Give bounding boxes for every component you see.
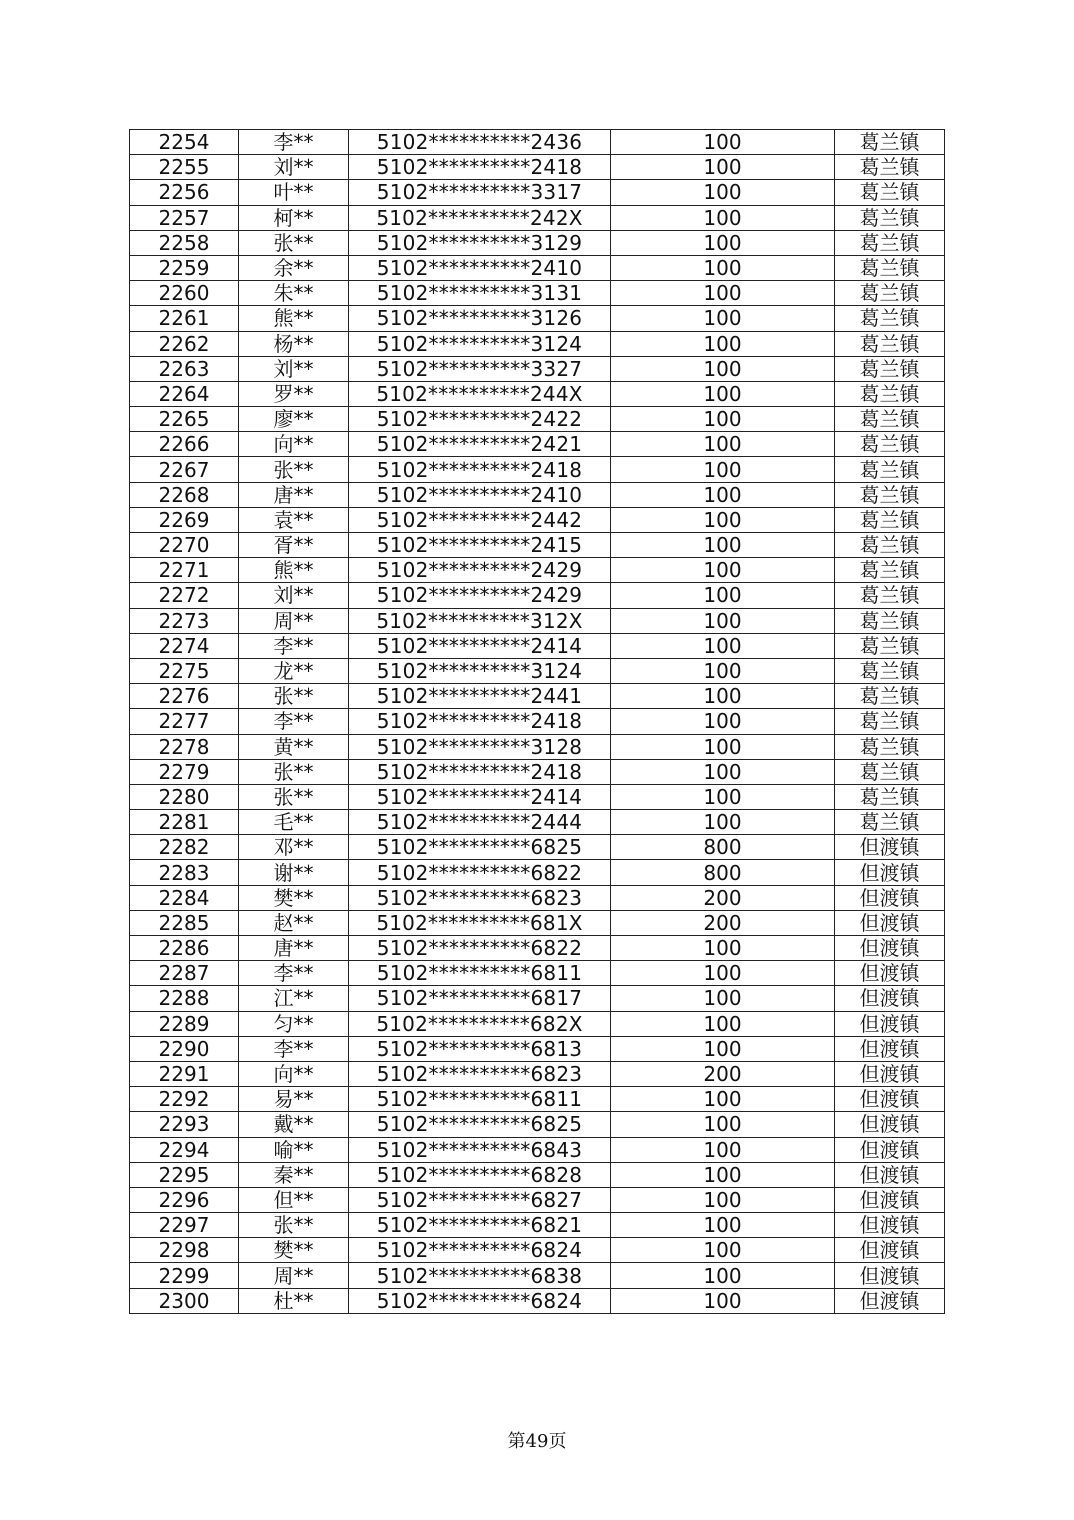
id-number-cell: 5102**********2418 (349, 457, 611, 482)
table-row (130, 482, 945, 507)
row-number-cell: 2273 (130, 608, 239, 633)
table-row (130, 130, 945, 155)
name-cell: 刘** (239, 155, 349, 180)
row-number-cell: 2289 (130, 1011, 239, 1036)
table-row (130, 684, 945, 709)
row-number-cell: 2296 (130, 1187, 239, 1212)
town-cell: 葛兰镇 (835, 734, 945, 759)
id-number-cell: 5102**********2410 (349, 255, 611, 280)
row-number-cell: 2277 (130, 709, 239, 734)
table-row (130, 583, 945, 608)
roster-table (129, 129, 945, 1314)
row-number-cell: 2280 (130, 784, 239, 809)
id-number-cell: 5102**********2441 (349, 684, 611, 709)
town-cell: 但渡镇 (835, 1087, 945, 1112)
amount-cell: 100 (611, 432, 835, 457)
name-cell: 周** (239, 608, 349, 633)
row-number-cell: 2281 (130, 810, 239, 835)
amount-cell: 100 (611, 709, 835, 734)
amount-cell: 100 (611, 533, 835, 558)
row-number-cell: 2255 (130, 155, 239, 180)
town-cell: 葛兰镇 (835, 205, 945, 230)
table-row (130, 910, 945, 935)
table-row (130, 507, 945, 532)
id-number-cell: 5102**********2414 (349, 633, 611, 658)
amount-cell: 100 (611, 281, 835, 306)
town-cell: 葛兰镇 (835, 558, 945, 583)
table-row (130, 1011, 945, 1036)
table-row (130, 1288, 945, 1313)
town-cell: 但渡镇 (835, 1036, 945, 1061)
table-row (130, 608, 945, 633)
id-number-cell: 5102**********6824 (349, 1288, 611, 1313)
town-cell: 葛兰镇 (835, 356, 945, 381)
id-number-cell: 5102**********6823 (349, 885, 611, 910)
amount-cell: 100 (611, 1137, 835, 1162)
row-number-cell: 2282 (130, 835, 239, 860)
name-cell: 张** (239, 1213, 349, 1238)
id-number-cell: 5102**********3317 (349, 180, 611, 205)
row-number-cell: 2266 (130, 432, 239, 457)
amount-cell: 100 (611, 507, 835, 532)
table-row (130, 759, 945, 784)
id-number-cell: 5102**********6821 (349, 1213, 611, 1238)
name-cell: 朱** (239, 281, 349, 306)
town-cell: 但渡镇 (835, 1263, 945, 1288)
id-number-cell: 5102**********3124 (349, 658, 611, 683)
table-row (130, 356, 945, 381)
town-cell: 葛兰镇 (835, 533, 945, 558)
name-cell: 袁** (239, 507, 349, 532)
id-number-cell: 5102**********2418 (349, 759, 611, 784)
table-row (130, 1213, 945, 1238)
row-number-cell: 2274 (130, 633, 239, 658)
id-number-cell: 5102**********6822 (349, 860, 611, 885)
town-cell: 葛兰镇 (835, 130, 945, 155)
amount-cell: 200 (611, 1061, 835, 1086)
name-cell: 李** (239, 961, 349, 986)
name-cell: 唐** (239, 936, 349, 961)
town-cell: 但渡镇 (835, 1213, 945, 1238)
town-cell: 但渡镇 (835, 1011, 945, 1036)
id-number-cell: 5102**********6822 (349, 936, 611, 961)
id-number-cell: 5102**********6827 (349, 1187, 611, 1212)
name-cell: 龙** (239, 658, 349, 683)
table-row (130, 633, 945, 658)
amount-cell: 100 (611, 633, 835, 658)
row-number-cell: 2292 (130, 1087, 239, 1112)
town-cell: 但渡镇 (835, 936, 945, 961)
id-number-cell: 5102**********6843 (349, 1137, 611, 1162)
name-cell: 张** (239, 457, 349, 482)
amount-cell: 100 (611, 381, 835, 406)
name-cell: 熊** (239, 306, 349, 331)
amount-cell: 100 (611, 583, 835, 608)
name-cell: 但** (239, 1187, 349, 1212)
table-row (130, 784, 945, 809)
name-cell: 向** (239, 1061, 349, 1086)
roster-table-body (130, 130, 945, 1314)
page-number: 第49页 (507, 1431, 567, 1452)
amount-cell: 100 (611, 1112, 835, 1137)
id-number-cell: 5102**********6825 (349, 835, 611, 860)
table-row (130, 1087, 945, 1112)
row-number-cell: 2275 (130, 658, 239, 683)
town-cell: 葛兰镇 (835, 255, 945, 280)
table-row (130, 558, 945, 583)
amount-cell: 100 (611, 1288, 835, 1313)
id-number-cell: 5102**********6838 (349, 1263, 611, 1288)
table-row (130, 1238, 945, 1263)
id-number-cell: 5102**********242X (349, 205, 611, 230)
name-cell: 刘** (239, 583, 349, 608)
id-number-cell: 5102**********6811 (349, 1087, 611, 1112)
table-row (130, 658, 945, 683)
town-cell: 但渡镇 (835, 1137, 945, 1162)
town-cell: 但渡镇 (835, 1187, 945, 1212)
id-number-cell: 5102**********6825 (349, 1112, 611, 1137)
row-number-cell: 2258 (130, 230, 239, 255)
table-row (130, 1061, 945, 1086)
town-cell: 葛兰镇 (835, 583, 945, 608)
amount-cell: 100 (611, 1187, 835, 1212)
id-number-cell: 5102**********2442 (349, 507, 611, 532)
amount-cell: 100 (611, 230, 835, 255)
town-cell: 葛兰镇 (835, 810, 945, 835)
row-number-cell: 2257 (130, 205, 239, 230)
row-number-cell: 2271 (130, 558, 239, 583)
id-number-cell: 5102**********6817 (349, 986, 611, 1011)
row-number-cell: 2276 (130, 684, 239, 709)
table-row (130, 936, 945, 961)
name-cell: 罗** (239, 381, 349, 406)
table-row (130, 230, 945, 255)
id-number-cell: 5102**********3131 (349, 281, 611, 306)
town-cell: 但渡镇 (835, 1238, 945, 1263)
amount-cell: 100 (611, 255, 835, 280)
row-number-cell: 2268 (130, 482, 239, 507)
id-number-cell: 5102**********3128 (349, 734, 611, 759)
row-number-cell: 2269 (130, 507, 239, 532)
table-row (130, 533, 945, 558)
amount-cell: 100 (611, 558, 835, 583)
row-number-cell: 2256 (130, 180, 239, 205)
amount-cell: 100 (611, 810, 835, 835)
row-number-cell: 2259 (130, 255, 239, 280)
id-number-cell: 5102**********2415 (349, 533, 611, 558)
row-number-cell: 2272 (130, 583, 239, 608)
town-cell: 但渡镇 (835, 1112, 945, 1137)
town-cell: 葛兰镇 (835, 633, 945, 658)
table-row (130, 734, 945, 759)
amount-cell: 100 (611, 961, 835, 986)
name-cell: 谢** (239, 860, 349, 885)
amount-cell: 100 (611, 608, 835, 633)
table-row (130, 709, 945, 734)
amount-cell: 100 (611, 306, 835, 331)
id-number-cell: 5102**********3327 (349, 356, 611, 381)
table-row (130, 432, 945, 457)
town-cell: 但渡镇 (835, 986, 945, 1011)
row-number-cell: 2294 (130, 1137, 239, 1162)
id-number-cell: 5102**********6811 (349, 961, 611, 986)
table-row (130, 205, 945, 230)
name-cell: 张** (239, 784, 349, 809)
amount-cell: 100 (611, 784, 835, 809)
table-row (130, 281, 945, 306)
name-cell: 熊** (239, 558, 349, 583)
amount-cell: 100 (611, 407, 835, 432)
table-row (130, 331, 945, 356)
name-cell: 李** (239, 709, 349, 734)
row-number-cell: 2270 (130, 533, 239, 558)
id-number-cell: 5102**********2436 (349, 130, 611, 155)
table-row (130, 1137, 945, 1162)
name-cell: 秦** (239, 1162, 349, 1187)
amount-cell: 100 (611, 684, 835, 709)
row-number-cell: 2285 (130, 910, 239, 935)
row-number-cell: 2297 (130, 1213, 239, 1238)
amount-cell: 100 (611, 130, 835, 155)
name-cell: 李** (239, 1036, 349, 1061)
name-cell: 易** (239, 1087, 349, 1112)
town-cell: 葛兰镇 (835, 608, 945, 633)
row-number-cell: 2265 (130, 407, 239, 432)
town-cell: 葛兰镇 (835, 432, 945, 457)
town-cell: 葛兰镇 (835, 230, 945, 255)
name-cell: 邓** (239, 835, 349, 860)
town-cell: 但渡镇 (835, 860, 945, 885)
town-cell: 葛兰镇 (835, 784, 945, 809)
town-cell: 但渡镇 (835, 885, 945, 910)
table-row (130, 255, 945, 280)
amount-cell: 100 (611, 1036, 835, 1061)
table-row (130, 860, 945, 885)
id-number-cell: 5102**********2418 (349, 709, 611, 734)
table-row (130, 1162, 945, 1187)
table-row (130, 1263, 945, 1288)
name-cell: 周** (239, 1263, 349, 1288)
town-cell: 但渡镇 (835, 1162, 945, 1187)
row-number-cell: 2260 (130, 281, 239, 306)
row-number-cell: 2279 (130, 759, 239, 784)
town-cell: 但渡镇 (835, 961, 945, 986)
amount-cell: 100 (611, 734, 835, 759)
town-cell: 葛兰镇 (835, 407, 945, 432)
name-cell: 刘** (239, 356, 349, 381)
amount-cell: 200 (611, 885, 835, 910)
name-cell: 樊** (239, 1238, 349, 1263)
name-cell: 毛** (239, 810, 349, 835)
table-row (130, 381, 945, 406)
id-number-cell: 5102**********2429 (349, 558, 611, 583)
table-row (130, 1112, 945, 1137)
amount-cell: 100 (611, 1087, 835, 1112)
row-number-cell: 2299 (130, 1263, 239, 1288)
name-cell: 廖** (239, 407, 349, 432)
row-number-cell: 2290 (130, 1036, 239, 1061)
town-cell: 葛兰镇 (835, 155, 945, 180)
table-row (130, 885, 945, 910)
town-cell: 葛兰镇 (835, 658, 945, 683)
name-cell: 李** (239, 633, 349, 658)
town-cell: 但渡镇 (835, 1288, 945, 1313)
table-row (130, 155, 945, 180)
name-cell: 胥** (239, 533, 349, 558)
name-cell: 戴** (239, 1112, 349, 1137)
id-number-cell: 5102**********2422 (349, 407, 611, 432)
amount-cell: 100 (611, 205, 835, 230)
id-number-cell: 5102**********2421 (349, 432, 611, 457)
amount-cell: 100 (611, 1213, 835, 1238)
name-cell: 江** (239, 986, 349, 1011)
town-cell: 但渡镇 (835, 835, 945, 860)
amount-cell: 100 (611, 1263, 835, 1288)
row-number-cell: 2278 (130, 734, 239, 759)
amount-cell: 100 (611, 1011, 835, 1036)
name-cell: 唐** (239, 482, 349, 507)
town-cell: 葛兰镇 (835, 381, 945, 406)
name-cell: 樊** (239, 885, 349, 910)
id-number-cell: 5102**********6828 (349, 1162, 611, 1187)
name-cell: 杜** (239, 1288, 349, 1313)
name-cell: 赵** (239, 910, 349, 935)
name-cell: 叶** (239, 180, 349, 205)
amount-cell: 800 (611, 860, 835, 885)
row-number-cell: 2261 (130, 306, 239, 331)
id-number-cell: 5102**********681X (349, 910, 611, 935)
row-number-cell: 2287 (130, 961, 239, 986)
row-number-cell: 2288 (130, 986, 239, 1011)
name-cell: 余** (239, 255, 349, 280)
name-cell: 黄** (239, 734, 349, 759)
table-row (130, 457, 945, 482)
town-cell: 葛兰镇 (835, 180, 945, 205)
id-number-cell: 5102**********6823 (349, 1061, 611, 1086)
town-cell: 葛兰镇 (835, 684, 945, 709)
id-number-cell: 5102**********2418 (349, 155, 611, 180)
amount-cell: 100 (611, 658, 835, 683)
town-cell: 葛兰镇 (835, 281, 945, 306)
name-cell: 张** (239, 759, 349, 784)
id-number-cell: 5102**********3129 (349, 230, 611, 255)
amount-cell: 800 (611, 835, 835, 860)
amount-cell: 100 (611, 1238, 835, 1263)
name-cell: 匀** (239, 1011, 349, 1036)
town-cell: 葛兰镇 (835, 331, 945, 356)
row-number-cell: 2267 (130, 457, 239, 482)
amount-cell: 100 (611, 155, 835, 180)
row-number-cell: 2295 (130, 1162, 239, 1187)
id-number-cell: 5102**********2414 (349, 784, 611, 809)
id-number-cell: 5102**********244X (349, 381, 611, 406)
table-row (130, 961, 945, 986)
row-number-cell: 2263 (130, 356, 239, 381)
row-number-cell: 2286 (130, 936, 239, 961)
id-number-cell: 5102**********6813 (349, 1036, 611, 1061)
row-number-cell: 2262 (130, 331, 239, 356)
amount-cell: 100 (611, 331, 835, 356)
name-cell: 张** (239, 684, 349, 709)
town-cell: 葛兰镇 (835, 507, 945, 532)
amount-cell: 100 (611, 759, 835, 784)
town-cell: 但渡镇 (835, 1061, 945, 1086)
id-number-cell: 5102**********6824 (349, 1238, 611, 1263)
row-number-cell: 2284 (130, 885, 239, 910)
town-cell: 葛兰镇 (835, 306, 945, 331)
amount-cell: 100 (611, 936, 835, 961)
id-number-cell: 5102**********3124 (349, 331, 611, 356)
amount-cell: 100 (611, 482, 835, 507)
table-row (130, 810, 945, 835)
name-cell: 张** (239, 230, 349, 255)
town-cell: 葛兰镇 (835, 709, 945, 734)
amount-cell: 200 (611, 910, 835, 935)
name-cell: 喻** (239, 1137, 349, 1162)
row-number-cell: 2283 (130, 860, 239, 885)
row-number-cell: 2298 (130, 1238, 239, 1263)
table-row (130, 835, 945, 860)
table-row (130, 306, 945, 331)
name-cell: 李** (239, 130, 349, 155)
id-number-cell: 5102**********2429 (349, 583, 611, 608)
id-number-cell: 5102**********682X (349, 1011, 611, 1036)
table-row (130, 986, 945, 1011)
amount-cell: 100 (611, 356, 835, 381)
row-number-cell: 2293 (130, 1112, 239, 1137)
row-number-cell: 2264 (130, 381, 239, 406)
name-cell: 柯** (239, 205, 349, 230)
amount-cell: 100 (611, 457, 835, 482)
amount-cell: 100 (611, 1162, 835, 1187)
town-cell: 葛兰镇 (835, 759, 945, 784)
id-number-cell: 5102**********2444 (349, 810, 611, 835)
town-cell: 葛兰镇 (835, 457, 945, 482)
table-row (130, 180, 945, 205)
amount-cell: 100 (611, 986, 835, 1011)
town-cell: 葛兰镇 (835, 482, 945, 507)
table-row (130, 1036, 945, 1061)
id-number-cell: 5102**********2410 (349, 482, 611, 507)
id-number-cell: 5102**********3126 (349, 306, 611, 331)
name-cell: 杨** (239, 331, 349, 356)
table-row (130, 407, 945, 432)
row-number-cell: 2300 (130, 1288, 239, 1313)
amount-cell: 100 (611, 180, 835, 205)
row-number-cell: 2291 (130, 1061, 239, 1086)
id-number-cell: 5102**********312X (349, 608, 611, 633)
row-number-cell: 2254 (130, 130, 239, 155)
town-cell: 但渡镇 (835, 910, 945, 935)
name-cell: 向** (239, 432, 349, 457)
table-row (130, 1187, 945, 1212)
